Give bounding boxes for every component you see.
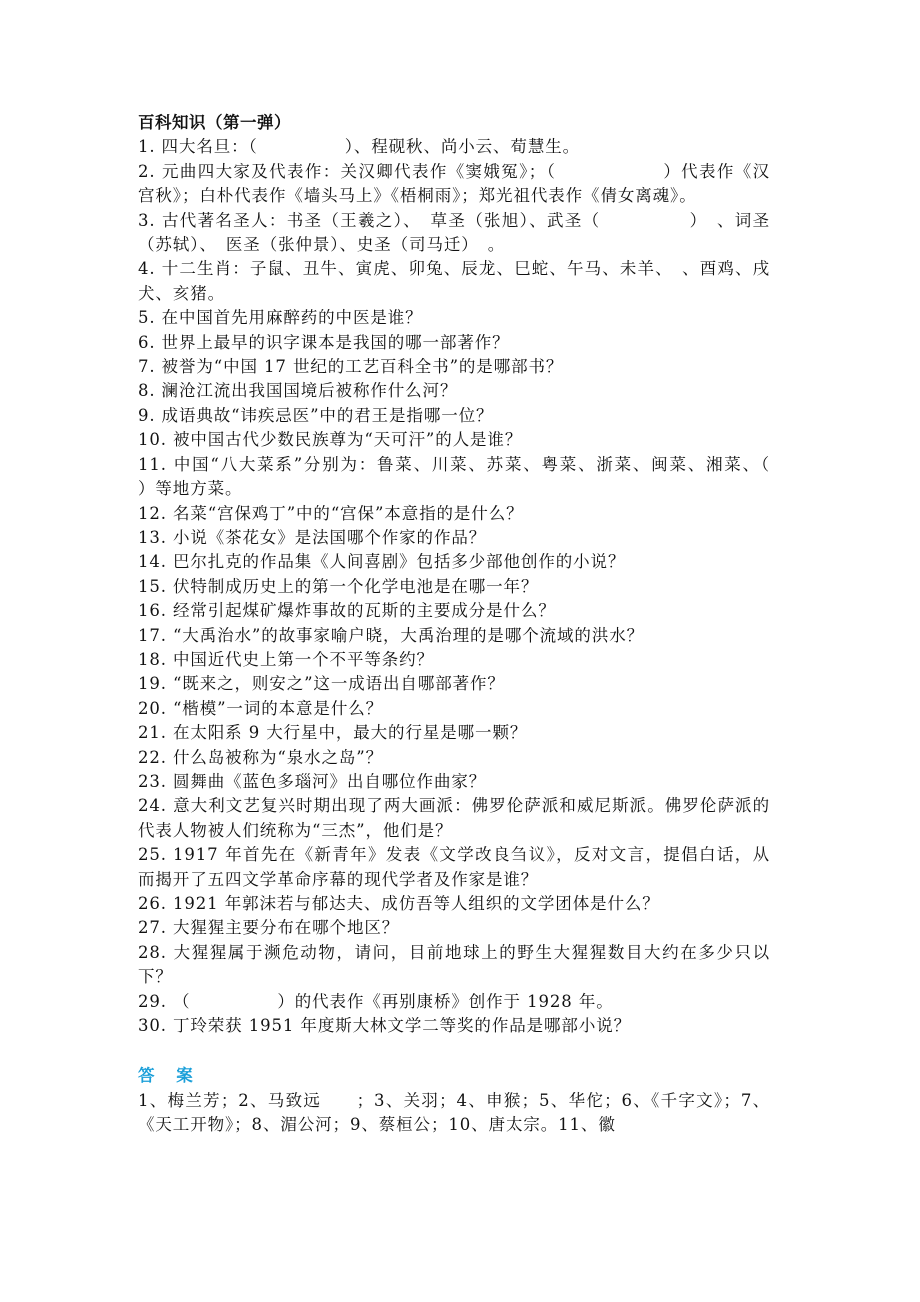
answers-text: 1、梅兰芳；2、马致远 ；3、关羽；4、申猴；5、华佗；6、《千字文》；7、《天工开物》；8、湄公河；9、蔡桓公；10、唐太宗。11、徽	[138, 1090, 770, 1135]
question-item	[138, 941, 770, 990]
question-text: 世界上最早的识字课本是我国的哪一部著作？	[161, 332, 510, 352]
question-number: 17.	[138, 625, 167, 645]
question-text: 丁玲荣获 1951 年度斯大林文学二等奖的作品是哪部小说？	[172, 1016, 632, 1036]
question-item	[138, 404, 770, 428]
question-text: 中国“八大菜系”分别为：鲁菜、川菜、苏菜、粤菜、浙菜、闽菜、湘菜、（ ）等地方菜。	[138, 454, 857, 499]
question-number: 5.	[138, 308, 156, 328]
question-text: 大猩猩主要分布在哪个地区？	[172, 918, 400, 938]
question-item	[138, 599, 770, 623]
question-number: 6.	[138, 332, 156, 352]
question-text: 什么岛被称为“泉水之岛”？	[172, 747, 384, 767]
question-item	[138, 306, 770, 330]
question-text: “大禹治水”的故事家喻户晓，大禹治理的是哪个流域的洪水？	[172, 625, 645, 645]
document-title: 百科知识（第一弹）	[138, 113, 291, 132]
question-number: 26.	[138, 894, 167, 913]
question-text: 元曲四大家及代表作：关汉卿代表作《窦娥冤》；（ ）代表作《汉宫秋》；白朴代表作《墙头马上》《梧桐雨》；郑光祖代表作《倩女离魂》。	[138, 161, 770, 206]
question-item	[138, 648, 770, 672]
question-number: 18.	[138, 649, 167, 669]
question-text: 在中国首先用麻醉药的中医是谁？	[161, 308, 423, 328]
question-item	[138, 453, 857, 502]
question-text: 被誉为“中国 17 世纪的工艺百科全书”的是哪部书？	[161, 357, 564, 377]
question-text: 在太阳系 9 大行星中，最大的行星是哪一颗？	[172, 723, 528, 743]
question-item	[138, 624, 770, 648]
question-number: 15.	[138, 576, 167, 596]
question-number: 1.	[138, 137, 156, 157]
question-item	[138, 379, 770, 403]
question-text: 1917 年首先在《新青年》发表《文学改良刍议》，反对文言，提倡白话，从而揭开了五四文学革命序幕的现代学者及作家是谁？	[138, 845, 770, 889]
question-item	[138, 892, 770, 916]
question-number: 14.	[138, 552, 167, 572]
question-text: 中国近代史上第一个不平等条约？	[172, 649, 434, 669]
question-text: 十二生肖：子鼠、丑牛、寅虎、卯兔、辰龙、巳蛇、午马、未羊、 、酉鸡、戌犬、亥猪。	[138, 259, 770, 303]
question-number: 12.	[138, 503, 167, 523]
question-text: 被中国古代少数民族尊为“天可汗”的人是谁？	[172, 430, 523, 450]
question-item	[138, 526, 770, 550]
question-number: 22.	[138, 747, 167, 767]
question-item	[138, 160, 770, 209]
question-item	[138, 746, 770, 770]
question-number: 20.	[138, 698, 167, 718]
answers-heading: 答 案	[138, 1066, 201, 1086]
question-number: 2.	[138, 161, 156, 181]
question-text: 成语典故“讳疾忌医”中的君王是指哪一位？	[161, 405, 494, 425]
question-item	[138, 355, 770, 379]
question-item	[138, 428, 770, 452]
question-item	[138, 990, 770, 1014]
question-item	[138, 502, 770, 526]
question-text: 经常引起煤矿爆炸事故的瓦斯的主要成分是什么？	[172, 601, 556, 621]
question-number: 30.	[138, 1016, 167, 1036]
question-number: 4.	[138, 259, 156, 279]
question-text: 四大名旦：（ ）、程砚秋、尚小云、荀慧生。	[161, 137, 581, 157]
question-text: 意大利文艺复兴时期出现了两大画派：佛罗伦萨派和威尼斯派。佛罗伦萨派的代表人物被人们统称为“三杰”，他们是？	[138, 796, 770, 840]
question-number: 19.	[138, 674, 167, 694]
question-text: 伏特制成历史上的第一个化学电池是在哪一年？	[172, 576, 539, 596]
question-number: 25.	[138, 845, 167, 865]
question-number: 13.	[138, 527, 167, 547]
question-number: 21.	[138, 723, 167, 743]
question-text: 小说《茶花女》是法国哪个作家的作品？	[172, 527, 487, 547]
question-text: 巴尔扎克的作品集《人间喜剧》包括多少部他创作的小说？	[172, 552, 626, 572]
question-text: 澜沧江流出我国国境后被称作什么河？	[161, 381, 458, 401]
question-number: 29.	[138, 991, 167, 1011]
question-item	[138, 794, 770, 843]
document-body	[138, 111, 857, 1138]
question-item	[138, 916, 770, 940]
question-number: 8.	[138, 381, 156, 401]
question-item	[138, 209, 770, 258]
question-number: 3.	[138, 210, 156, 230]
question-text: 1921 年郭沫若与郁达夫、成仿吾等人组织的文学团体是什么？	[172, 894, 660, 913]
question-item	[138, 672, 770, 696]
question-number: 28.	[138, 942, 167, 962]
question-number: 27.	[138, 918, 167, 938]
question-text: 圆舞曲《蓝色多瑙河》出自哪位作曲家？	[172, 771, 487, 791]
question-number: 24.	[138, 796, 167, 816]
question-item	[138, 135, 770, 159]
question-text: 大猩猩属于濒危动物，请问，目前地球上的野生大猩猩数目大约在多少只以下？	[138, 942, 770, 987]
question-item	[138, 257, 770, 306]
question-number: 10.	[138, 430, 167, 450]
question-item	[138, 331, 770, 355]
question-text: 古代著名圣人：书圣（王羲之）、 草圣（张旭）、武圣（ ） 、词圣（苏轼）、 医圣（张仲景）、史圣（司马迁） 。	[138, 210, 770, 255]
question-text: 名菜“宫保鸡丁”中的“宫保”本意指的是什么？	[172, 503, 524, 523]
question-item	[138, 697, 770, 721]
question-text: “既来之，则安之”这一成语出自哪部著作？	[172, 674, 505, 694]
question-number: 23.	[138, 771, 167, 791]
question-text: “楷模”一词的本意是什么？	[172, 698, 384, 718]
question-number: 7.	[138, 357, 156, 377]
question-item	[138, 770, 770, 794]
question-list	[138, 135, 857, 1038]
question-item	[138, 843, 770, 892]
question-item	[138, 575, 770, 599]
question-number: 16.	[138, 601, 167, 621]
question-number: 9.	[138, 405, 156, 425]
question-item	[138, 1014, 770, 1038]
question-item	[138, 550, 770, 574]
question-text: （ ）的代表作《再别康桥》创作于 1928 年。	[172, 991, 614, 1011]
question-number: 11.	[138, 454, 167, 474]
question-item	[138, 721, 770, 745]
section-spacer	[138, 1038, 770, 1064]
